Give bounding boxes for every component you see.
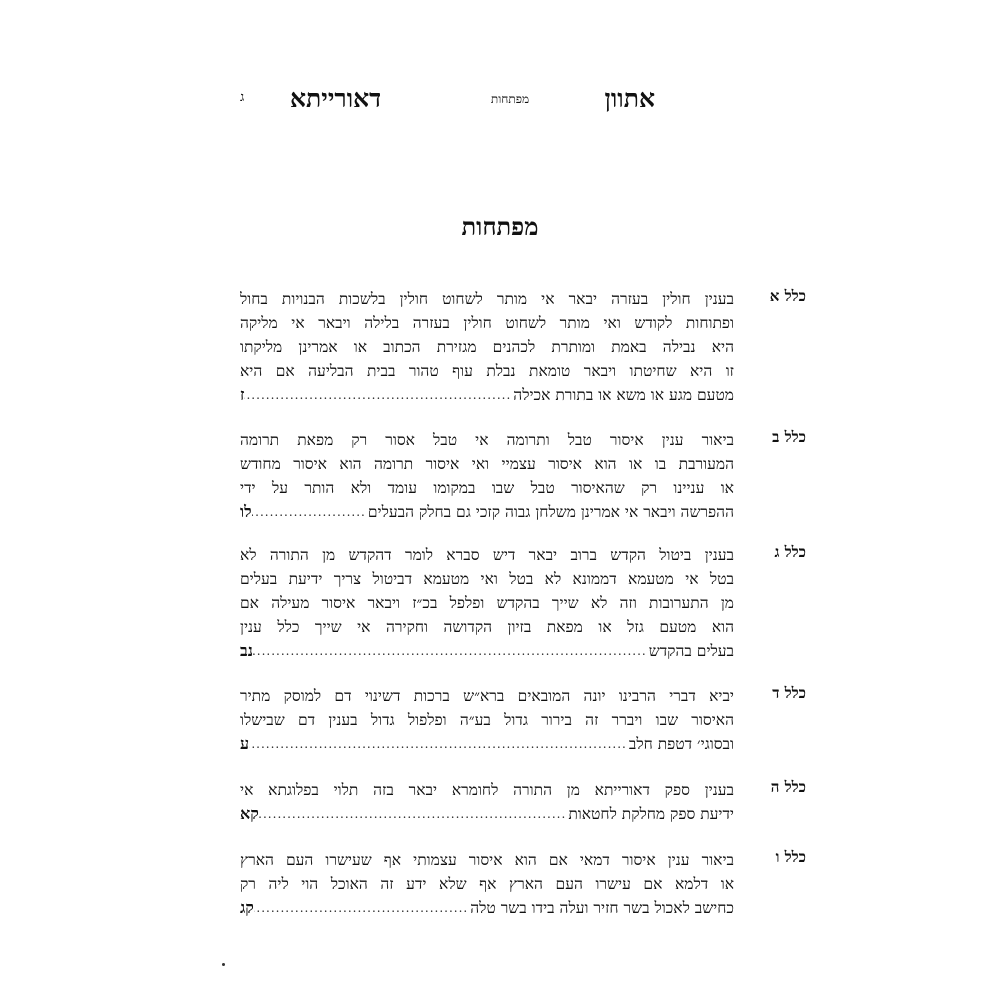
entry-line: זו היא שחיטתו ויבאר טומאת נבלת עוף טהור בבית הבליעה אם היא xyxy=(240,362,734,380)
entry-last-line xyxy=(240,732,734,756)
entry-last-line xyxy=(240,639,734,663)
entry-body xyxy=(240,684,734,756)
dot-leader xyxy=(249,732,629,756)
entry-last-line xyxy=(240,896,734,920)
entry-line: ביאור ענין איסור טבל ותרומה אי טבל אסור רק מפאת תרומה xyxy=(240,431,734,449)
entry-label: כלל ד xyxy=(772,684,806,702)
entry-last-line xyxy=(240,500,734,524)
dot-leader xyxy=(254,896,470,920)
entry-line: ובסוגי׳ דטפת חלב xyxy=(628,735,734,753)
entry-label: כלל א xyxy=(769,287,806,305)
entry-line: מן התערובות וזה לא שייך בהקדש ופלפל בכ״ז ויבאר איסור מעילה אם xyxy=(240,594,734,612)
entry-line: ביאור ענין איסור דמאי אם הוא איסור עצמותי אף שעישרו העם הארץ xyxy=(240,851,734,869)
entry-page-ref[interactable]: נב xyxy=(240,641,253,660)
entry-line: בטל אי מטעמא דממונא לא בטל ואי מטעמא דביטול צריך ידיעת בעלים xyxy=(240,570,734,588)
entry-line: המעורבת בו או הוא איסור עצמיי ואי איסור תרומה הוא איסור מחודש xyxy=(240,455,734,473)
entry-page-ref[interactable]: לו xyxy=(240,502,252,521)
entry-line: בעלים בהקדש xyxy=(648,642,734,660)
entry-line: הוא מטעם גזל או מפאת בזיון הקדושה וחקירה אי שייך כלל ענין xyxy=(240,618,734,636)
entry-line: או עניינו רק שהאיסור טבל שבו במקומו עומד ולא הותר על ידי xyxy=(240,479,734,497)
entry-label: כלל ג xyxy=(774,543,806,561)
entry-body xyxy=(240,848,734,920)
entry-line: בענין ספק דאורייתא מן התורה לחומרא יבאר בזה תלוי בפלוגתא אי xyxy=(240,781,734,799)
entry-line: ופתוחות לקודש ואי מותר לשחוט חולין בעזרה בלילה ויבאר אי מליקה xyxy=(240,314,734,332)
entry-page-ref[interactable]: ז xyxy=(240,385,245,404)
running-header-center: מפתחות xyxy=(490,92,530,106)
dot-leader xyxy=(259,802,568,826)
entry-line: בענין חולין בעזרה יבאר אי מותר לשחוט חולין בלשכות הבנויות בחול xyxy=(240,290,734,308)
page-number: ג xyxy=(240,90,245,105)
entry-page-ref[interactable]: קא xyxy=(240,804,259,823)
entry-line: בענין ביטול הקדש ברוב יבאר דיש סברא לומר דהקדש מן התורה לא xyxy=(240,546,734,564)
entry-line: היא נבילה באמת ומותרת לכהנים מגזירת הכתוב או אמרינן מליקתו xyxy=(240,338,734,356)
entry-label: כלל ב xyxy=(772,428,806,446)
entry-line: ההפרשה ויבאר אי אמרינן משלחן גבוה קזכי גם בחלק הבעלים xyxy=(367,503,734,521)
entry-last-line xyxy=(240,802,734,826)
entry-body xyxy=(240,287,734,407)
page-title: מפתחות xyxy=(461,212,539,241)
entry-body xyxy=(240,543,734,663)
entry-line: יביא דברי הרבינו יונה המובאים ברא״ש ברכות דשינוי דם למוסק מתיר xyxy=(240,687,734,705)
dot-leader xyxy=(244,383,513,407)
entry-line: מטעם מגע או משא או בתורת אכילה xyxy=(513,386,734,404)
running-header-right: אתוון xyxy=(604,84,655,113)
dot-leader xyxy=(253,639,649,663)
entry-page-ref[interactable]: ע xyxy=(240,734,250,753)
entry-line: ידיעת ספק מחלקת לחטאות xyxy=(568,805,734,823)
running-header-left: דאורייתא xyxy=(290,84,382,113)
entry-label: כלל ו xyxy=(775,848,806,866)
entry-line: או דלמא אם עישרו העם הארץ אף שלא ידע זה האוכל הוי ליה רק xyxy=(240,875,734,893)
entry-last-line xyxy=(240,383,734,407)
dot-leader xyxy=(252,500,368,524)
scan-speck xyxy=(222,963,225,966)
entry-body xyxy=(240,428,734,524)
entry-line: האיסור שבו ויברר זה בירור גדול בע״ה ופלפול גדול בענין דם שבישלו xyxy=(240,711,734,729)
entry-label: כלל ה xyxy=(770,778,806,796)
entry-body xyxy=(240,778,734,826)
entry-line: כחישב לאכול בשר חזיר ועלה בידו בשר טלה xyxy=(470,899,734,917)
entry-page-ref[interactable]: קג xyxy=(240,898,254,917)
